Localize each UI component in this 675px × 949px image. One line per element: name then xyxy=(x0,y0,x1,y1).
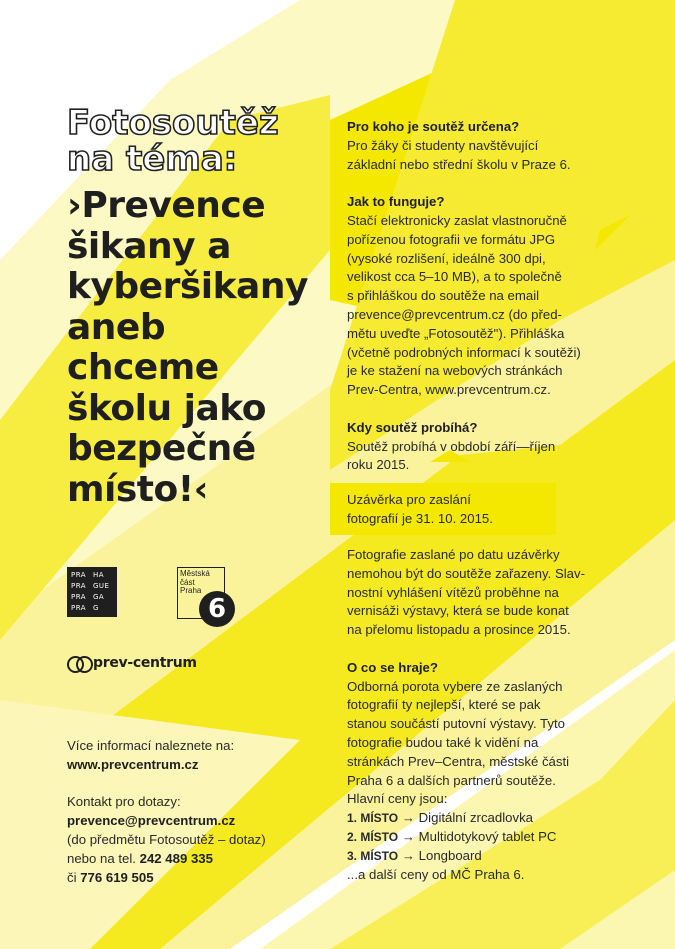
title-main-line: chceme xyxy=(67,347,219,388)
arrow-right-icon: → xyxy=(401,828,415,844)
praha-logo-text: PRA xyxy=(71,604,87,612)
mestska-cast-logo xyxy=(177,567,237,629)
title-main-line: kyberšikany xyxy=(67,266,308,307)
how-text-line: pořízenou fotografii ve formátu JPG xyxy=(347,231,556,247)
praha-logo-text: PRA xyxy=(71,593,87,601)
title-main-line: bezpečné xyxy=(67,428,256,469)
more-info-label: Více informací naleznete na: xyxy=(67,738,235,753)
how-text-line: Prev-Centra, www.prevcentrum.cz. xyxy=(347,382,551,398)
title-outline-line: Fotosoutěž xyxy=(67,103,279,143)
when-text-line: Soutěž probíhá v období září—říjen xyxy=(347,438,556,454)
info-column-top xyxy=(347,118,637,475)
deadline-text xyxy=(347,491,493,529)
prev-centrum-logo xyxy=(67,653,197,673)
mc-logo-line: Městská xyxy=(180,569,210,578)
praha-logo xyxy=(67,567,117,617)
title-main-line: školu jako xyxy=(67,387,266,429)
prizes-text-line: Praha 6 a dalších partnerů soutěže. xyxy=(347,772,556,788)
praha-logo-text: GA xyxy=(93,593,105,601)
prizes-text-line: fotografie budou také k vidění na xyxy=(347,734,539,750)
title-outline-line: na téma: xyxy=(67,139,238,179)
prize-name: Longboard xyxy=(418,847,482,863)
phone-line xyxy=(67,850,317,869)
prev-centrum-wordmark: prev-centrum xyxy=(93,655,197,671)
after-text-line: vernisáži výstavy, která se bude konat xyxy=(347,603,569,619)
email-link[interactable]: prevence@prevcentrum.cz xyxy=(67,813,236,829)
prizes-text-line: fotografií ty nejlepší, které se pak xyxy=(347,697,541,713)
phone-or: či xyxy=(67,869,77,885)
prize-item xyxy=(347,809,637,828)
when-heading: Kdy soutěž probíhá? xyxy=(347,419,478,435)
deadline-line: Uzávěrka pro zaslání xyxy=(347,492,471,507)
website-link[interactable]: www.prevcentrum.cz xyxy=(67,756,199,772)
how-text-line: prevence@prevcentrum.cz (do před- xyxy=(347,306,562,322)
prize-place: 3. MÍSTO xyxy=(347,848,399,863)
prizes-heading: O co se hraje? xyxy=(347,659,438,675)
prizes-text-line: Hlavní ceny jsou: xyxy=(347,791,448,807)
prizes-text-line: stránkách Prev–Centra, městské části xyxy=(347,753,570,769)
praha-logo-text: PRA xyxy=(71,571,87,579)
how-text-line: mětu uveďte „Fotosoutěž"). Přihláška xyxy=(347,325,565,341)
prizes-footer: ...a další ceny od MČ Praha 6. xyxy=(347,866,525,882)
after-text-line: na přelomu listopadu a prosince 2015. xyxy=(347,622,571,638)
phone-number-2[interactable]: 776 619 505 xyxy=(80,869,154,885)
prize-name: Digitální zrcadlovka xyxy=(418,810,533,826)
prize-list xyxy=(347,809,637,865)
prize-item xyxy=(347,828,637,847)
mc-logo-text xyxy=(180,570,210,596)
praha-logo-text: PRA xyxy=(71,582,87,590)
how-heading: Jak to funguje? xyxy=(347,194,445,210)
when-text-line: roku 2015. xyxy=(347,457,410,473)
how-text-line: s přihláškou do soutěže na email xyxy=(347,288,540,304)
who-text-line: Pro žáky či studenty navštěvující xyxy=(347,137,539,153)
prizes-text-line: Odborná porota vybere ze zaslaných xyxy=(347,678,563,694)
after-text-line: nemohou být do soutěže zařazeny. Slav- xyxy=(347,565,585,581)
deadline-box xyxy=(330,483,556,535)
title-main-line: šikany a xyxy=(67,225,231,267)
mc-logo-number: 6 xyxy=(199,591,235,627)
arrow-right-icon: → xyxy=(401,847,415,863)
how-text-line: (včetně podrobných informací k soutěži) xyxy=(347,344,581,360)
mc-logo-line: část xyxy=(180,577,195,587)
phone-prefix: nebo na tel. xyxy=(67,850,136,866)
phone-number-1[interactable]: 242 489 335 xyxy=(139,850,213,866)
how-text-line: velikost cca 5–10 MB), a to společně xyxy=(347,269,562,285)
after-text-line: nostní vyhlášení vítězů proběhne na xyxy=(347,584,559,600)
after-text-line: Fotografie zaslané po datu uzávěrky xyxy=(347,547,560,562)
praha-logo-text: GUE xyxy=(93,582,110,590)
contact-info xyxy=(67,737,317,887)
title-main-line: místo!‹ xyxy=(67,468,208,510)
title-main-line: aneb xyxy=(67,306,166,348)
how-text-line: je ke stažení na webových stránkách xyxy=(347,363,563,379)
info-column-bottom xyxy=(347,546,637,884)
how-text-line: Stačí elektronicky zaslat vlastnoručně xyxy=(347,212,567,228)
prize-name: Multidotykový tablet PC xyxy=(418,828,557,844)
praha-logo-text: G xyxy=(93,604,99,612)
prize-place: 1. MÍSTO xyxy=(347,811,399,826)
prizes-text-line: stanou součástí putovní výstavy. Tyto xyxy=(347,716,565,732)
how-text-line: (vysoké rozlišení, ideálně 300 dpi, xyxy=(347,250,546,266)
deadline-line: fotografií je 31. 10. 2015. xyxy=(347,510,493,526)
subject-note: (do předmětu Fotosoutěž – dotaz) xyxy=(67,831,266,847)
phone-line-2 xyxy=(67,869,317,888)
mc-logo-line: Praha xyxy=(180,586,202,595)
who-heading: Pro koho je soutěž určena? xyxy=(347,119,520,134)
praha-logo-text: HA xyxy=(93,571,105,579)
who-text-line: základní nebo střední školu v Praze 6. xyxy=(347,156,571,172)
contact-label: Kontakt pro dotazy: xyxy=(67,794,181,810)
arrow-right-icon: → xyxy=(401,810,415,826)
prize-item xyxy=(347,847,637,866)
title-main-line: ›Prevence xyxy=(67,185,266,226)
prev-rings-icon xyxy=(67,655,93,671)
prize-place: 2. MÍSTO xyxy=(347,829,399,844)
title-main xyxy=(67,186,308,510)
title-outline xyxy=(67,105,279,177)
